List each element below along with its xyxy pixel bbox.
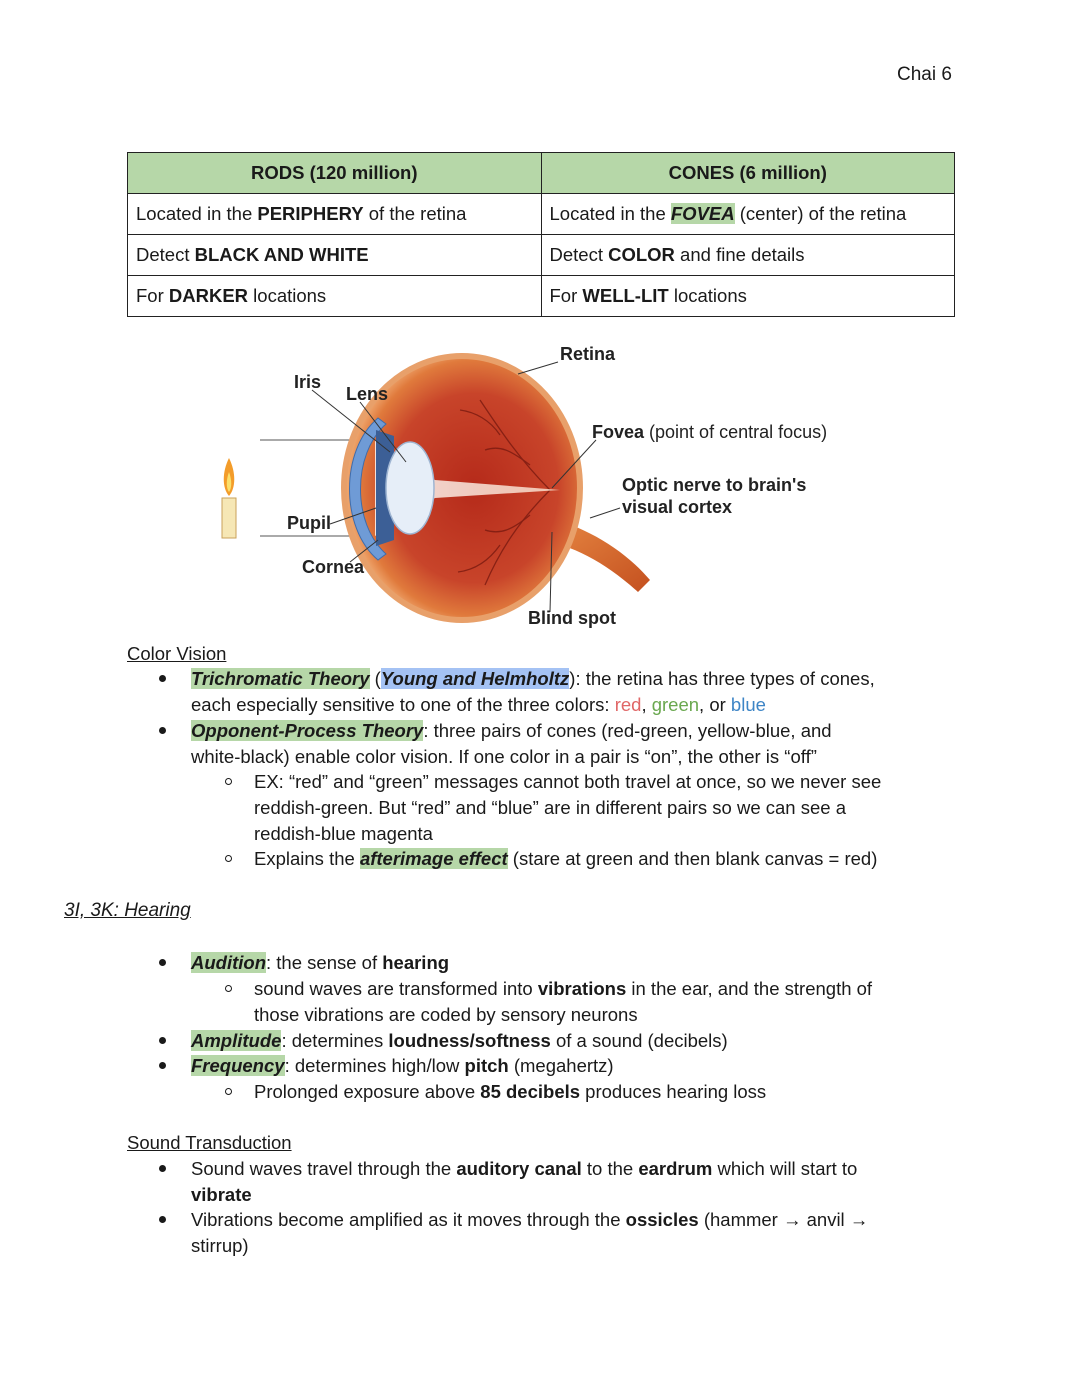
bullet-dot xyxy=(159,675,166,682)
table-cell: Detect COLOR and fine details xyxy=(541,235,955,276)
table-row xyxy=(128,276,955,317)
sound-waves-bullet: Sound waves travel through the auditory canal to the eardrum which will start to vibrate xyxy=(191,1158,858,1205)
frequency-subbullet: Prolonged exposure above 85 decibels produces hearing loss xyxy=(254,1081,767,1102)
label-retina: Retina xyxy=(560,344,616,364)
label-pupil: Pupil xyxy=(287,513,331,533)
vibrations-bullet: Vibrations become amplified as it moves through the ossicles (hammer → anvil → stirrup) xyxy=(191,1209,869,1256)
opponent-process-bullet: Opponent-Process Theory: three pairs of cones (red-green, yellow-blue, and white-black) enable color vision. If one color in a pair is “on”, the other is “off” xyxy=(191,720,832,767)
table-row xyxy=(128,194,955,235)
sound-transduction-title: Sound Transduction xyxy=(127,1132,292,1153)
label-optic-nerve: Optic nerve to brain's xyxy=(622,475,807,495)
bullet-dot xyxy=(159,1216,166,1223)
afterimage-subbullet: Explains the afterimage effect (stare at green and then blank canvas = red) xyxy=(254,848,878,869)
color-vision-title: Color Vision xyxy=(127,643,227,664)
audition-bullet: Audition: the sense of hearing xyxy=(191,952,450,973)
bullet-dot xyxy=(159,1165,166,1172)
label-blind-spot: Blind spot xyxy=(528,608,616,628)
candle-icon xyxy=(222,458,236,538)
table-cell: Located in the FOVEA (center) of the retina xyxy=(541,194,955,235)
ex-subbullet: EX: “red” and “green” messages cannot both travel at once, so we never see reddish-green. But “red” and “blue” are in different pairs so we can see a reddish-blue magenta xyxy=(254,771,882,844)
lens-shape xyxy=(386,442,434,534)
bullet-ring xyxy=(225,985,232,992)
label-cornea: Cornea xyxy=(302,557,365,577)
label-optic-nerve-line2: visual cortex xyxy=(622,497,733,517)
bullet-ring xyxy=(225,778,232,785)
page-number: Chai 6 xyxy=(897,64,952,85)
label-lens: Lens xyxy=(346,384,389,404)
label-iris: Iris xyxy=(294,372,322,392)
table-header-cones: CONES (6 million) xyxy=(541,153,955,194)
table-header-rods: RODS (120 million) xyxy=(128,153,542,194)
audition-subbullet: sound waves are transformed into vibrations in the ear, and the strength of those vibrations are coded by sensory neurons xyxy=(254,978,873,1025)
table-cell: Detect BLACK AND WHITE xyxy=(128,235,542,276)
table-cell: Located in the PERIPHERY of the retina xyxy=(128,194,542,235)
table-row xyxy=(128,235,955,276)
trichromatic-bullet: Trichromatic Theory (Young and Helmholtz): the retina has three types of cones, each especially sensitive to one of the three colors: red, green, or blue xyxy=(191,668,875,715)
table-cell: For WELL-LIT locations xyxy=(541,276,955,317)
hearing-title: 3I, 3K: Hearing xyxy=(64,900,191,921)
bullet-ring xyxy=(225,1088,232,1095)
bullet-dot xyxy=(159,1037,166,1044)
bullet-dot xyxy=(159,727,166,734)
frequency-bullet: Frequency: determines high/low pitch (megahertz) xyxy=(191,1055,614,1076)
amplitude-bullet: Amplitude: determines loudness/softness of a sound (decibels) xyxy=(191,1030,728,1051)
bullet-ring xyxy=(225,855,232,862)
table-header-row xyxy=(128,153,955,194)
bullet-dot xyxy=(159,1062,166,1069)
bullet-dot xyxy=(159,959,166,966)
rods-cones-table xyxy=(127,152,955,317)
table-cell: For DARKER locations xyxy=(128,276,542,317)
label-fovea: Fovea (point of central focus) xyxy=(592,422,828,442)
